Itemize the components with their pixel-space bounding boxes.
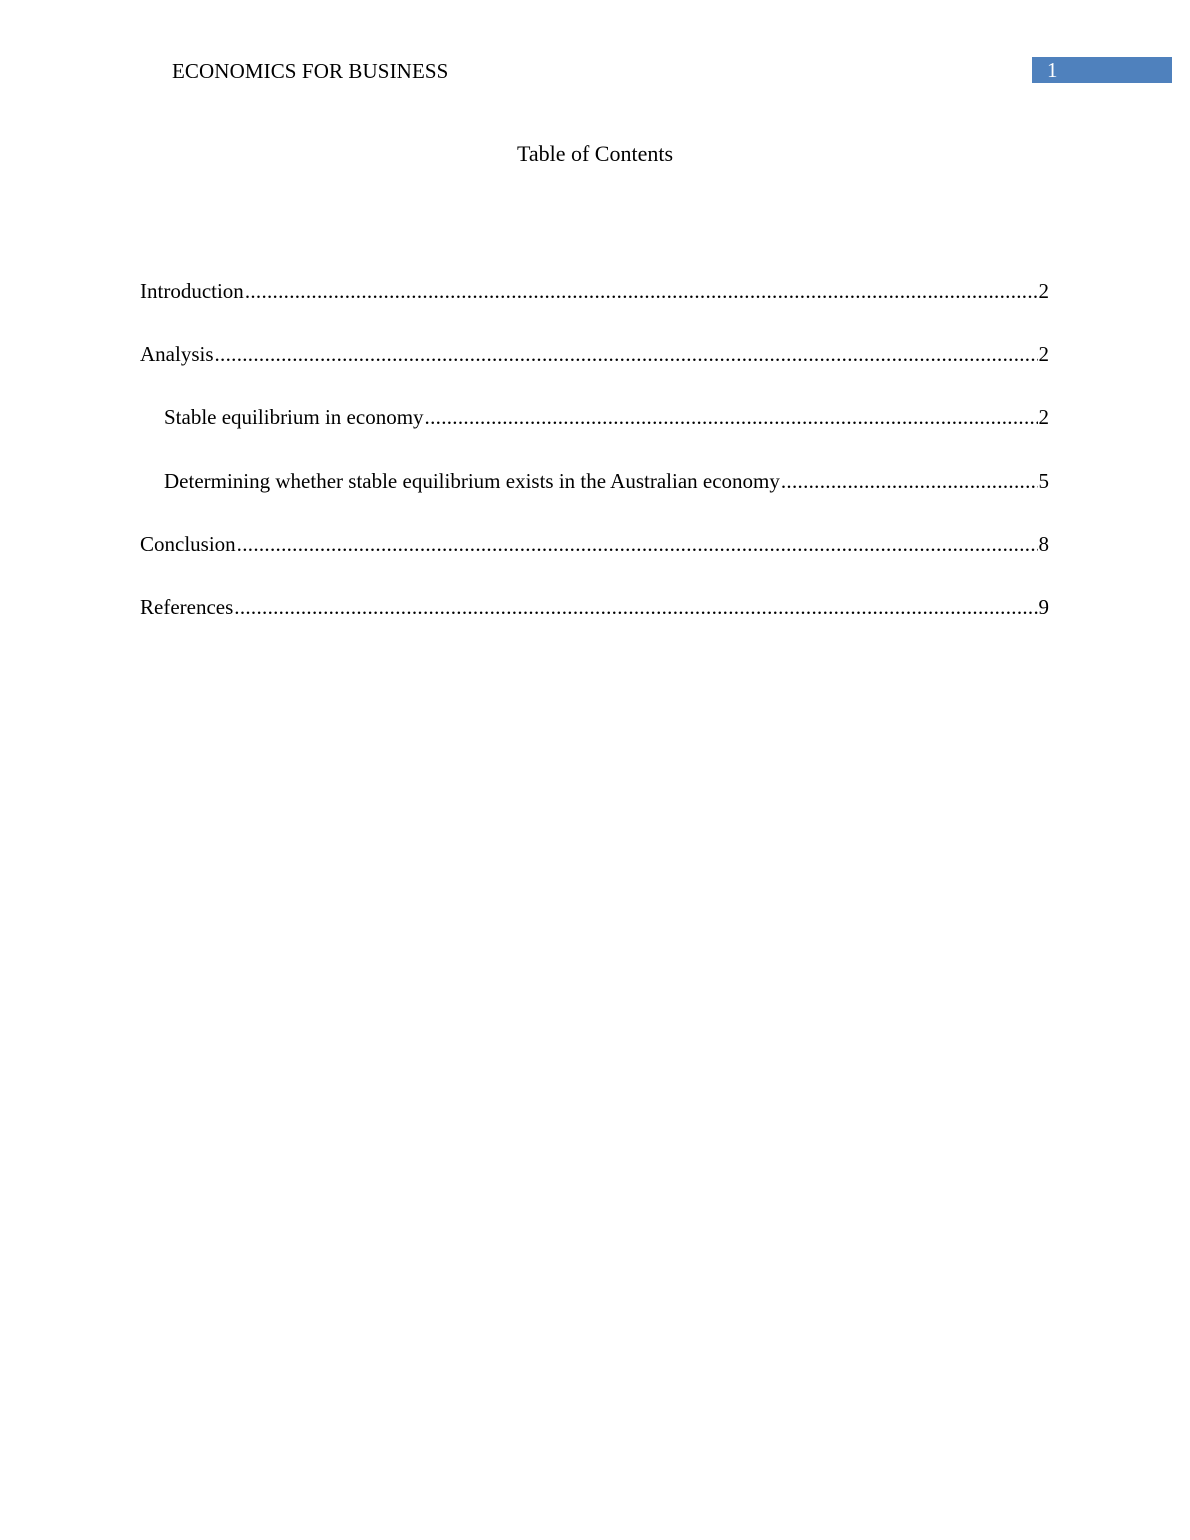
toc-entry-australian-economy[interactable] bbox=[164, 466, 1049, 496]
toc-entry-label: Analysis bbox=[140, 342, 214, 366]
toc-entry-page: 2 bbox=[1038, 342, 1049, 366]
toc-dot-leader bbox=[425, 402, 1038, 432]
toc-entry-label: Stable equilibrium in economy bbox=[164, 405, 424, 429]
toc-entry-label: Conclusion bbox=[140, 532, 236, 556]
toc-dot-leader bbox=[237, 529, 1038, 559]
running-head: ECONOMICS FOR BUSINESS bbox=[172, 59, 449, 83]
toc-entry-page: 2 bbox=[1038, 405, 1049, 429]
toc-entry-page: 9 bbox=[1038, 595, 1049, 619]
page-number: 1 bbox=[1047, 58, 1058, 82]
page-number-box bbox=[1032, 57, 1172, 83]
toc-entry-page: 5 bbox=[1038, 469, 1049, 493]
toc-dot-leader bbox=[245, 276, 1038, 306]
toc-heading: Table of Contents bbox=[516, 141, 674, 166]
toc-entry-label: References bbox=[140, 595, 234, 619]
toc-dot-leader bbox=[781, 466, 1038, 496]
toc-entry-introduction[interactable] bbox=[140, 276, 1049, 306]
toc-entry-label: Introduction bbox=[140, 279, 244, 303]
toc-entry-analysis[interactable] bbox=[140, 339, 1049, 369]
toc-entry-stable-equilibrium[interactable] bbox=[164, 402, 1049, 432]
toc-entry-label: Determining whether stable equilibrium exists in the Australian economy bbox=[164, 469, 780, 493]
toc-dot-leader bbox=[215, 339, 1038, 369]
toc-dot-leader bbox=[234, 592, 1037, 622]
toc-entry-conclusion[interactable] bbox=[140, 529, 1049, 559]
toc-entry-page: 2 bbox=[1038, 279, 1049, 303]
toc-entry-references[interactable] bbox=[140, 592, 1049, 622]
toc-entry-page: 8 bbox=[1038, 532, 1049, 556]
